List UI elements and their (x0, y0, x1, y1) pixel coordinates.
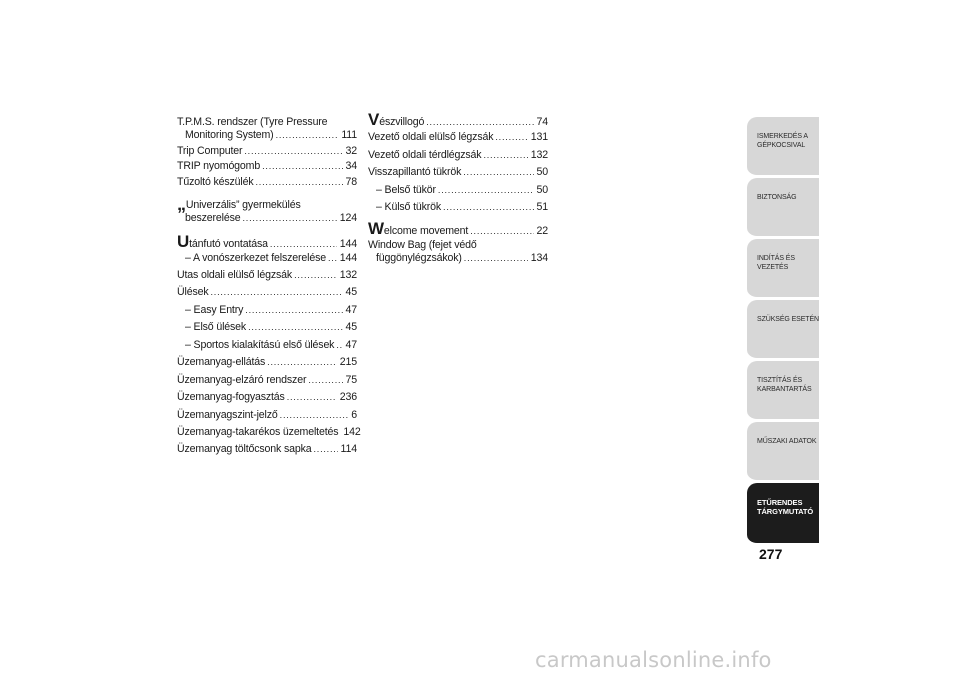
entry-page: 51 (536, 201, 548, 213)
entry-label-line1: Window Bag (fejet védő (368, 239, 477, 251)
entry-page: 132 (339, 269, 357, 281)
entry-page: 132 (530, 149, 548, 161)
entry-page: 34 (345, 160, 357, 172)
entry-label-line2: függönylégzsákok) (376, 252, 462, 264)
entry-label: Visszapillantó tükrök (368, 166, 462, 178)
leader-dots (463, 167, 533, 177)
index-entry (368, 131, 548, 144)
section-letter: W (368, 219, 384, 238)
entry-label: – Első ülések (185, 321, 247, 333)
entry-label: Üzemanyag-fogyasztás (177, 391, 285, 403)
index-entry (177, 286, 357, 299)
entry-page: 22 (536, 225, 548, 237)
index-entry (177, 232, 357, 251)
entry-page: 75 (345, 374, 357, 386)
entry-label: észvillogó (379, 116, 425, 128)
tab-index[interactable] (747, 483, 819, 545)
entry-label: TRIP nyomógomb (177, 160, 261, 172)
leader-dots (242, 213, 336, 223)
index-entry (177, 321, 357, 334)
leader-dots (313, 444, 337, 454)
entry-label: Trip Computer (177, 145, 243, 157)
tab-label: MŰSZAKI ADATOK (757, 438, 817, 445)
entry-page: 142 (343, 426, 361, 438)
entry-page: 131 (530, 131, 548, 143)
entry-label: Vezető oldali térdlégzsák (368, 149, 482, 161)
entry-page: 45 (345, 286, 357, 298)
index-entry (177, 409, 357, 422)
entry-label: Üzemanyagszint-jelző (177, 409, 278, 421)
entry-label: tánfutó vontatása (189, 238, 268, 250)
leader-dots (276, 130, 339, 140)
leader-dots (267, 357, 337, 367)
tab-label: SZÜKSÉG ESETÉN (757, 316, 820, 323)
leader-dots (443, 202, 533, 212)
index-entry (368, 201, 548, 214)
tab-technical-data[interactable] (747, 422, 819, 482)
entry-page: 78 (345, 176, 357, 188)
leader-dots (464, 253, 528, 263)
page-number: 277 (759, 546, 783, 562)
leader-dots (262, 161, 342, 171)
tab-label: BIZTONSÁG (757, 194, 797, 201)
entry-page: 124 (339, 212, 357, 224)
entry-page: 114 (340, 443, 357, 455)
entry-page: 134 (530, 252, 548, 264)
entry-label: Üzemanyag-takarékos üzemeltetés (177, 426, 339, 438)
leader-dots (495, 132, 527, 142)
tab-label: INDÍTÁS ÉS VEZETÉS (757, 255, 795, 271)
entry-page: 45 (345, 321, 357, 333)
leader-dots (328, 253, 337, 263)
index-entry (368, 184, 548, 197)
entry-label: – Easy Entry (185, 304, 244, 316)
index-entry (177, 304, 357, 317)
entry-page: 6 (351, 409, 357, 421)
leader-dots (256, 177, 343, 187)
index-entry (177, 194, 357, 225)
watermark: carmanualsonline.info (535, 648, 772, 672)
entry-page: 50 (536, 166, 548, 178)
entry-label: Vezető oldali elülső légzsák (368, 131, 494, 143)
index-entry (368, 239, 548, 265)
index-entry (368, 166, 548, 179)
entry-label-line1: T.P.M.S. rendszer (Tyre Pressure (177, 116, 328, 128)
index-entry (177, 145, 357, 158)
index-entry (177, 391, 357, 404)
leader-dots (308, 375, 342, 385)
index-entry (177, 374, 357, 387)
index-entry (368, 219, 548, 238)
entry-page: 215 (339, 356, 357, 368)
index-entry (177, 176, 357, 189)
entry-label: elcome movement (383, 225, 469, 237)
entry-page: 32 (345, 145, 357, 157)
leader-dots (280, 410, 349, 420)
entry-label: Tűzoltó készülék (177, 176, 254, 188)
leader-dots (426, 117, 533, 127)
leader-dots (336, 340, 342, 350)
entry-page: 47 (345, 339, 357, 351)
entry-page: 236 (339, 391, 357, 403)
leader-dots (287, 392, 337, 402)
leader-dots (294, 270, 337, 280)
tab-getting-to-know[interactable] (747, 117, 819, 177)
leader-dots (438, 185, 534, 195)
tab-emergency[interactable] (747, 300, 819, 360)
index-entry (177, 160, 357, 173)
section-letter: U (177, 232, 190, 251)
entry-label: Utas oldali elülső légzsák (177, 269, 293, 281)
entry-label: – Belső tükör (376, 184, 436, 196)
index-entry (177, 356, 357, 369)
big-quote-mark: „ (177, 194, 186, 214)
entry-label: Üzemanyag töltőcsonk sapka (177, 443, 312, 455)
entry-page: 111 (341, 129, 357, 141)
index-entry (177, 116, 357, 142)
entry-label-line2: beszerelése (185, 212, 241, 224)
entry-label-line1: Univerzális” gyermekülés (185, 199, 301, 211)
index-entry (177, 252, 357, 265)
leader-dots (483, 150, 527, 160)
entry-label: Ülések (177, 286, 209, 298)
entry-label: – Külső tükrök (376, 201, 442, 213)
index-entry (177, 443, 357, 456)
leader-dots (210, 287, 342, 297)
section-letter: V (368, 110, 380, 129)
entry-page: 144 (339, 238, 357, 250)
leader-dots (270, 239, 337, 249)
entry-label: – Sportos kialakítású első ülések (185, 339, 335, 351)
entry-label: – A vonószerkezet felszerelése (185, 252, 326, 264)
leader-dots (245, 305, 342, 315)
tab-label: TISZTÍTÁS ÉS KARBANTARTÁS (757, 377, 812, 393)
entry-label: Üzemanyag-elzáró rendszer (177, 374, 307, 386)
entry-page: 50 (536, 184, 548, 196)
leader-dots (470, 226, 533, 236)
tab-starting-driving[interactable] (747, 239, 819, 299)
entry-page: 144 (339, 252, 357, 264)
index-entry (368, 110, 548, 129)
index-entry (177, 339, 357, 352)
entry-label: Üzemanyag-ellátás (177, 356, 266, 368)
tab-safety[interactable] (747, 178, 819, 238)
entry-page: 74 (536, 116, 548, 128)
tab-label: ISMERKEDÉS A GÉPKOCSIVAL (757, 133, 808, 149)
leader-dots (244, 146, 342, 156)
tab-label: ETŰRENDES TÁRGYMUTATÓ (757, 498, 814, 516)
leader-dots (248, 322, 342, 332)
entry-label-line2: Monitoring System) (185, 129, 274, 141)
index-entry (177, 426, 361, 439)
entry-page: 47 (345, 304, 357, 316)
tab-maintenance[interactable] (747, 361, 819, 421)
index-entry (368, 149, 548, 162)
index-entry (177, 269, 357, 282)
